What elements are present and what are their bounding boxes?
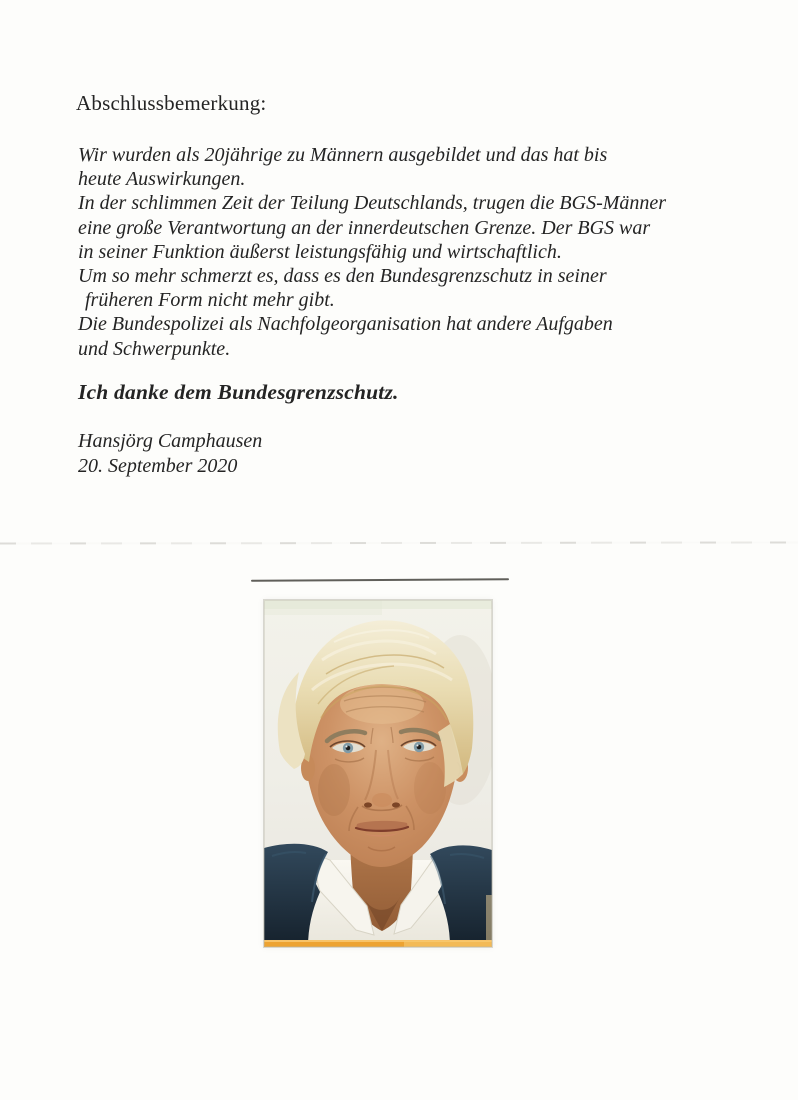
body-line: Die Bundespolizei als Nachfolgeorganisation hat andere Aufgaben (78, 313, 613, 336)
fold-crease-line (0, 541, 798, 544)
body-line: früheren Form nicht mehr gibt. (85, 289, 335, 312)
signature-block (78, 429, 262, 478)
body-line: in seiner Funktion äußerst leistungsfähig und wirtschaftlich. (78, 240, 562, 263)
body-line: heute Auswirkungen. (78, 168, 246, 191)
emphasis-line: Ich danke dem Bundesgrenzschutz. (78, 380, 399, 404)
signature-name: Hansjörg Camphausen (78, 430, 263, 452)
closing-remark-heading: Abschlussbemerkung: (76, 91, 267, 115)
portrait-illustration (264, 600, 492, 947)
body-line: und Schwerpunkte. (78, 337, 231, 360)
body-line: In der schlimmen Zeit der Teilung Deutschlands, trugen die BGS-Männer (78, 192, 667, 215)
body-line: Wir wurden als 20jährige zu Männern ausgebildet und das hat bis (78, 144, 608, 166)
body-line: eine große Verantwortung an der innerdeutschen Grenze. Der BGS war (78, 216, 651, 239)
body-line: Um so mehr schmerzt es, dass es den Bundesgrenzschutz in seiner (78, 264, 607, 287)
separator-line (251, 578, 509, 582)
portrait-photo (264, 600, 492, 947)
signature-date: 20. September 2020 (78, 454, 238, 477)
letter-body (78, 143, 666, 361)
